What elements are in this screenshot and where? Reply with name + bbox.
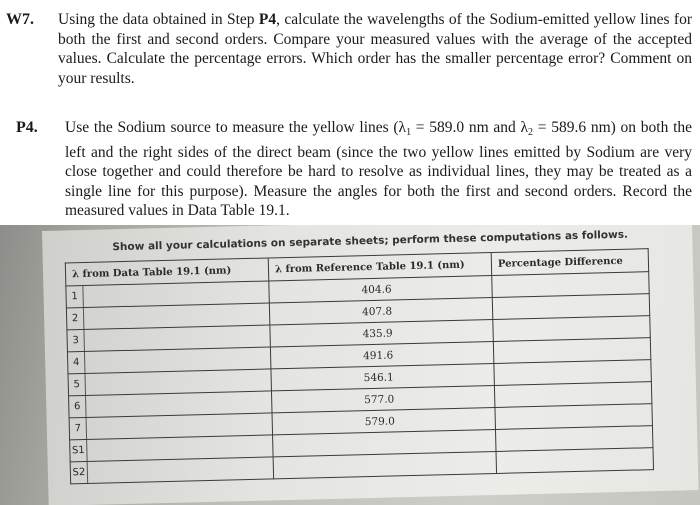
row-label: 4: [68, 352, 86, 373]
column-header-percent-diff: Percentage Difference: [491, 249, 649, 276]
p4-text-a: Use the Sodium source to measure the yellow lines (λ: [65, 119, 407, 136]
reference-value-cell: 579.0: [272, 407, 495, 434]
table-body: [66, 272, 654, 484]
reference-value-cell: 435.9: [270, 320, 493, 347]
row-label: 7: [70, 418, 88, 439]
row-label: 5: [69, 374, 87, 395]
reference-value-cell: 407.8: [269, 298, 492, 325]
p4-text-b: = 589.0 nm and λ: [411, 119, 529, 136]
worksheet-photo: [0, 225, 700, 505]
percent-diff-cell: [496, 448, 653, 474]
p4-text-c: = 589.6 nm) on both the left and the right sides of the direct beam (since the two yellow lines emitted by Sodium are very close together and could therefore be hard to resolve as individual lines, they may be treated as a single line for this purpose). Measure the angles for both the first and second orders. Record the measured values in Data Table 19.1.: [65, 119, 693, 219]
row-label: 3: [67, 330, 85, 351]
worksheet-header: Show all your calculations on separate sheets; perform these computations as follows.: [112, 228, 629, 254]
p4-sub-2: 2: [528, 127, 534, 138]
data-table: [65, 248, 654, 484]
row-label: 6: [69, 396, 87, 417]
question-label-w7: W7.: [6, 11, 34, 28]
reference-value-cell: 577.0: [271, 385, 494, 412]
row-label: 1: [66, 286, 84, 307]
reference-value-cell: 404.6: [269, 276, 492, 303]
column-header-reference: λ from Reference Table 19.1 (nm): [268, 253, 491, 281]
p4-sub-1: 1: [406, 127, 412, 138]
column-header-measured: λ from Data Table 19.1 (nm): [65, 258, 269, 286]
reference-value-cell: 491.6: [270, 342, 493, 369]
question-text-p4: [65, 118, 692, 221]
w7-step-ref: P4: [258, 11, 277, 28]
worksheet-sheet: [42, 225, 699, 505]
row-label: S1: [70, 440, 88, 461]
question-text-w7: [58, 10, 692, 88]
reference-value-cell: 546.1: [271, 363, 494, 390]
reference-value-cell: [273, 451, 496, 478]
question-label-p4: P4.: [16, 119, 38, 136]
measured-cell: [70, 457, 273, 484]
row-label: S2: [71, 462, 89, 483]
w7-text-part-2: , calculate the wavelengths of the Sodium-emitted yellow lines for both the first and second orders. Compare your measured values with the average of the accepted values. Calculate the percentage errors. Which order has the smaller percentage error? Comment on your results.: [58, 11, 692, 87]
w7-text-part-1: Using the data obtained in Step: [58, 11, 259, 28]
row-label: 2: [67, 308, 85, 329]
